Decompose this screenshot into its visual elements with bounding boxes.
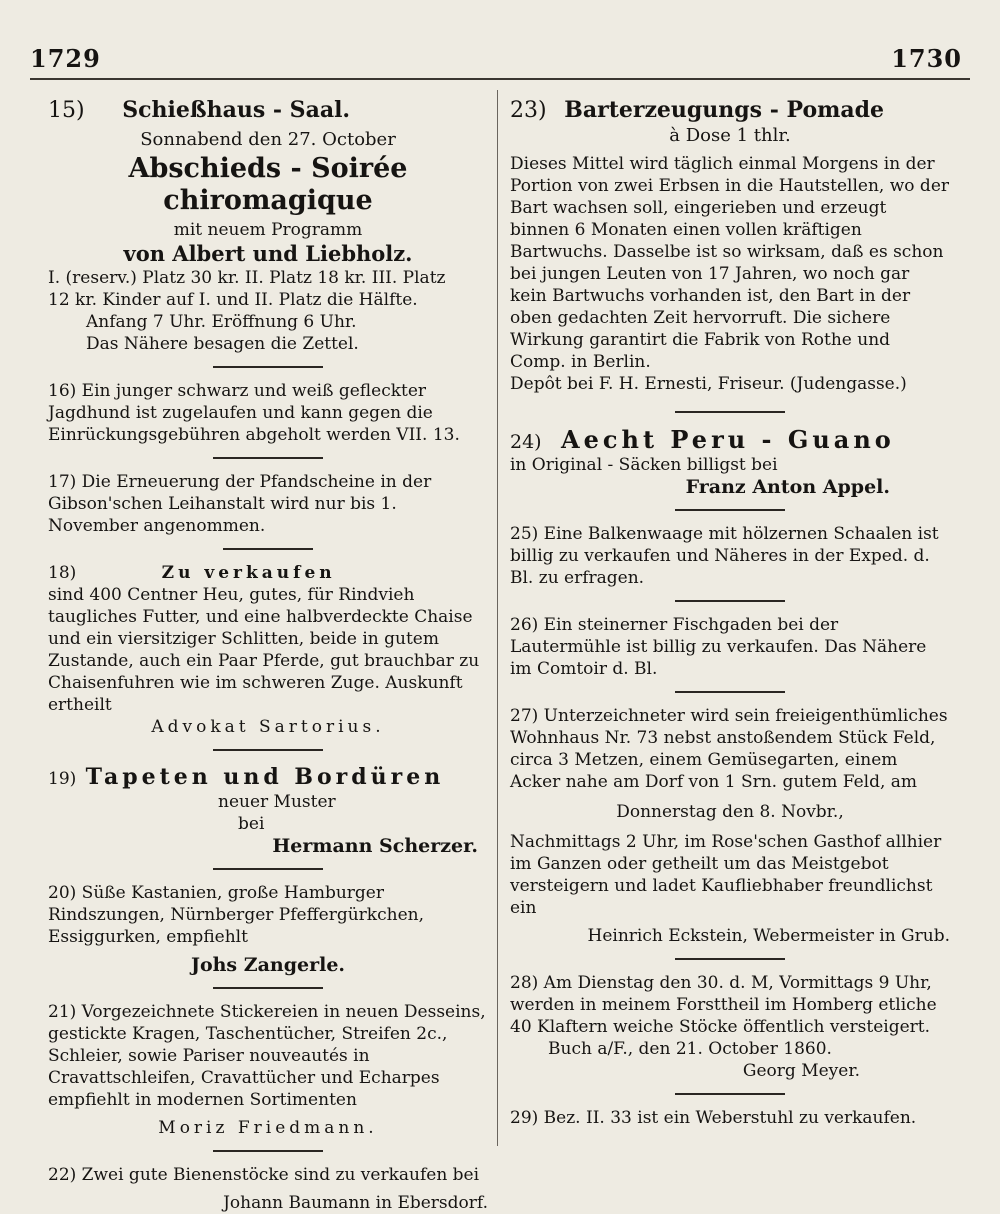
ad-number: 23) bbox=[510, 98, 547, 123]
divider bbox=[675, 958, 785, 960]
advertisement-29 bbox=[510, 1107, 950, 1129]
ad-heading: Zu verkaufen bbox=[161, 563, 336, 583]
divider bbox=[223, 548, 313, 550]
ad-depot: Depôt bei F. H. Ernesti, Friseur. (Judengasse.) bbox=[510, 374, 907, 394]
ad-text: 22) Zwei gute Bienenstöcke sind zu verkaufen bei bbox=[48, 1165, 480, 1185]
divider bbox=[213, 749, 323, 751]
ad-signature: Franz Anton Appel. bbox=[685, 476, 890, 498]
advertisement-20 bbox=[48, 882, 488, 976]
divider bbox=[213, 457, 323, 459]
ad-title: Aecht Peru - Guano bbox=[561, 425, 895, 454]
ad-title: Schießhaus - Saal. bbox=[122, 97, 351, 123]
event-times: Anfang 7 Uhr. Eröffnung 6 Uhr. bbox=[86, 312, 357, 332]
ad-title: Tapeten und Bordüren bbox=[85, 764, 445, 790]
advertisement-26 bbox=[510, 614, 950, 680]
ad-text: 20) Süße Kastanien, große Hamburger Rindszungen, Nürnberger Pfeffergürkchen, Essiggurken, empfiehlt bbox=[48, 883, 424, 947]
header-rule bbox=[30, 78, 970, 80]
ad-price: à Dose 1 thlr. bbox=[669, 125, 791, 146]
column-divider bbox=[497, 90, 498, 1146]
advertisement-25 bbox=[510, 523, 950, 589]
advertisement-21 bbox=[48, 1001, 488, 1139]
ad-signature: Johs Zangerle. bbox=[190, 954, 346, 976]
left-column bbox=[48, 96, 488, 1214]
divider bbox=[213, 868, 323, 870]
ad-text: 25) Eine Balkenwaage mit hölzernen Schaalen ist billig zu verkaufen und Näheres in der Exped. d. Bl. zu erfragen. bbox=[510, 524, 939, 588]
advertisement-16 bbox=[48, 380, 488, 446]
ad-line: bei bbox=[238, 814, 265, 834]
ad-text: 26) Ein steinerner Fischgaden bei der Lautermühle ist billig zu verkaufen. Das Nähere im Comtoir d. Bl. bbox=[510, 615, 927, 679]
page-number-right: 1730 bbox=[891, 44, 962, 73]
advertisement-19 bbox=[48, 763, 488, 857]
ad-signature: Georg Meyer. bbox=[742, 1061, 860, 1081]
ad-text: 16) Ein junger schwarz und weiß gefleckter Jagdhund ist zugelaufen und kann gegen die Einrückungsgebühren abgeholt werden VII. 13. bbox=[48, 381, 460, 445]
ad-text-continued: Nachmittags 2 Uhr, im Rose'schen Gasthof allhier im Ganzen oder getheilt um das Meistgebot versteigern und ladet Kaufliebhaber freundlichst ein bbox=[510, 832, 942, 918]
ad-number: 24) bbox=[510, 431, 542, 453]
divider bbox=[213, 366, 323, 368]
divider bbox=[675, 411, 785, 413]
divider bbox=[675, 600, 785, 602]
event-title: Abschieds - Soirée chiromagique bbox=[128, 153, 408, 216]
divider bbox=[213, 1150, 323, 1152]
advertisement-18 bbox=[48, 562, 488, 738]
ad-signature: Advokat Sartorius. bbox=[151, 717, 385, 737]
ad-text: sind 400 Centner Heu, gutes, für Rindvieh taugliches Futter, und eine halbverdeckte Chaise und ein viersitziger Schlitten, beide in gutem Zustande, auch ein Paar Pferde, gut brauchbar zu Chaisenfuhren wie im schweren Zuge. Auskunft ertheilt bbox=[48, 585, 480, 715]
right-column bbox=[510, 96, 950, 1129]
ad-text: 29) Bez. II. 33 ist ein Weberstuhl zu verkaufen. bbox=[510, 1108, 917, 1128]
divider bbox=[675, 691, 785, 693]
divider bbox=[213, 987, 323, 989]
event-prices-line-2: 12 kr. Kinder auf I. und II. Platz die Hälfte. bbox=[48, 290, 418, 310]
ad-text: 28) Am Dienstag den 30. d. M, Vormittags 9 Uhr, werden in meinem Forsttheil im Homberg etliche 40 Klaftern weiche Stöcke öffentlich versteigert. bbox=[510, 973, 937, 1037]
advertisement-23 bbox=[510, 96, 950, 395]
advertisement-15 bbox=[48, 96, 488, 355]
advertisement-27 bbox=[510, 705, 950, 947]
ad-text: in Original - Säcken billigst bei bbox=[510, 455, 778, 475]
divider bbox=[675, 1093, 785, 1095]
ad-place-date: Buch a/F., den 21. October 1860. bbox=[548, 1039, 832, 1059]
event-date: Sonnabend den 27. October bbox=[140, 129, 396, 150]
ad-signature: Moriz Friedmann. bbox=[158, 1118, 378, 1138]
ad-text: Dieses Mittel wird täglich einmal Morgens in der Portion von zwei Erbsen in die Hautstellen, wo der Bart wachsen soll, eingerieben und erzeugt binnen 6 Monaten einen vollen kräftigen Bartwuchs. Dasselbe ist so wirksam, daß es schon bei jungen Leuten von 17 Jahren, wo noch gar kein Bartwuchs vorhanden ist, den Bart in der oben gedachten Zeit hervorruft. Die sichere Wirkung garantirt die Fabrik von Rothe und Comp. in Berlin. bbox=[510, 154, 950, 372]
ad-number: 19) bbox=[48, 769, 77, 789]
ad-text: 21) Vorgezeichnete Stickereien in neuen Desseins, gestickte Kragen, Taschentücher, Streifen 2c., Schleier, sowie Pariser nouveautés in Cravattschleifen, Cravattücher und Echarpes empfiehlt in modernen Sortimenten bbox=[48, 1002, 486, 1110]
ad-text: 17) Die Erneuerung der Pfandscheine in der Gibson'schen Leihanstalt wird nur bis 1. November angenommen. bbox=[48, 472, 432, 536]
advertisement-22 bbox=[48, 1164, 488, 1214]
ad-line: neuer Muster bbox=[218, 792, 336, 812]
event-prices-line-1: I. (reserv.) Platz 30 kr. II. Platz 18 kr. III. Platz bbox=[48, 268, 446, 288]
divider bbox=[675, 509, 785, 511]
advertisement-28 bbox=[510, 972, 950, 1082]
ad-signature: Hermann Scherzer. bbox=[272, 835, 478, 857]
advertisement-24 bbox=[510, 425, 950, 498]
event-performers: von Albert und Liebholz. bbox=[123, 241, 413, 266]
ad-number: 15) bbox=[48, 98, 85, 123]
event-program: mit neuem Programm bbox=[173, 220, 363, 240]
ad-text: 27) Unterzeichneter wird sein freieigenthümliches Wohnhaus Nr. 73 nebst anstoßendem Stück Feld, circa 3 Metzen, einem Gemüsegarten, einem Acker nahe am Dorf von 1 Srn. gutem Feld, am bbox=[510, 706, 948, 792]
ad-title: Barterzeugungs - Pomade bbox=[564, 97, 885, 123]
ad-signature: Heinrich Eckstein, Webermeister in Grub. bbox=[587, 926, 950, 946]
event-note: Das Nähere besagen die Zettel. bbox=[86, 334, 359, 354]
advertisement-17 bbox=[48, 471, 488, 537]
page-number-left: 1729 bbox=[30, 44, 101, 73]
ad-number: 18) bbox=[48, 563, 77, 583]
ad-signature: Johann Baumann in Ebersdorf. bbox=[223, 1193, 488, 1213]
auction-date: Donnerstag den 8. Novbr., bbox=[616, 802, 844, 822]
